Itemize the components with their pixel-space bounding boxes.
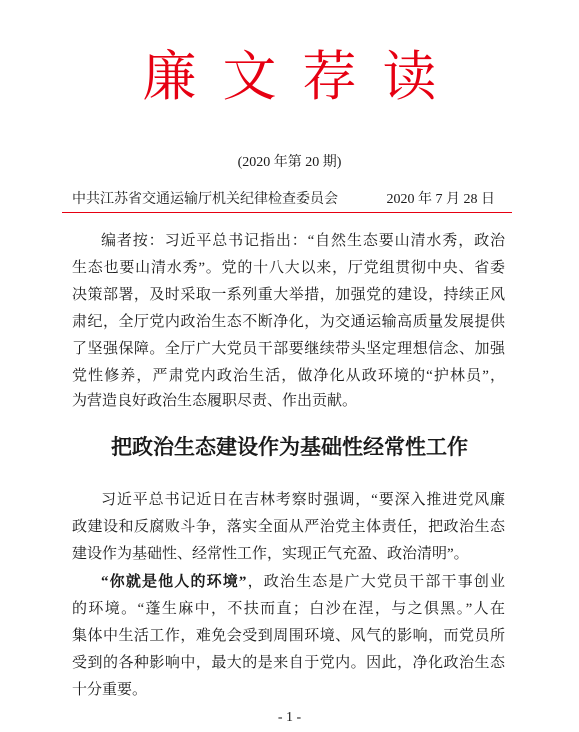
paragraph-text: ，政治生态是广大党员干部干事创业 [246,574,505,590]
article-heading: 把政治生态建设作为基础性经常性工作 [111,435,468,459]
paragraph-line: 政建设和反腐败斗争，落实全面从严治党主体责任，把政治生态 [72,519,505,535]
issuing-organization: 中共江苏省交通运输厅机关纪律检查委员会 [72,192,338,207]
page-number: - 1 - [277,710,302,725]
paragraph-line: 十分重要。 [72,682,148,698]
editor-note-line: 党性修养，严肃党内政治生活，做净化从政环境的“护林员”， [72,368,505,384]
paragraph-line: 集体中生活工作，难免会受到周围环境、风气的影响，而党员所 [72,628,505,644]
editor-note-line: 为营造良好政治生态履职尽责、作出贡献。 [72,393,358,409]
editor-note-line: 决策部署，及时采取一系列重大举措，加强党的建设，持续正风 [72,287,505,303]
editor-note-line: 生态也要山清水秀”。党的十八大以来，厅党组贯彻中央、省委 [72,260,505,276]
editor-note-line: 肃纪，全厅党内政治生态不断净化，为交通运输高质量发展提供 [72,314,505,330]
header-divider [62,212,512,213]
paragraph-line: 习近平总书记近日在吉林考察时强调，“要深入推进党风廉 [101,492,505,508]
paragraph-line: 建设作为基础性、经常性工作，实现正气充盈、政治清明”。 [72,546,469,562]
paragraph-line: 受到的各种影响中，最大的是来自于党内。因此，净化政治生态 [72,655,505,671]
publication-date: 2020 年 7 月 28 日 [386,192,495,207]
masthead-title: 廉文荐读 [142,47,463,107]
paragraph-line [101,572,505,592]
editor-note-line: 编者按：习近平总书记指出：“自然生态要山清水秀，政治 [101,233,505,249]
paragraph-line: 的环境。“蓬生麻中，不扶而直；白沙在涅，与之俱黑。”人在 [72,601,505,617]
emphasized-quote: “你就是他人的环境” [101,574,247,590]
editor-note-line: 了坚强保障。全厅广大党员干部要继续带头坚定理想信念、加强 [72,341,505,357]
issue-number: (2020 年第 20 期) [237,155,342,170]
